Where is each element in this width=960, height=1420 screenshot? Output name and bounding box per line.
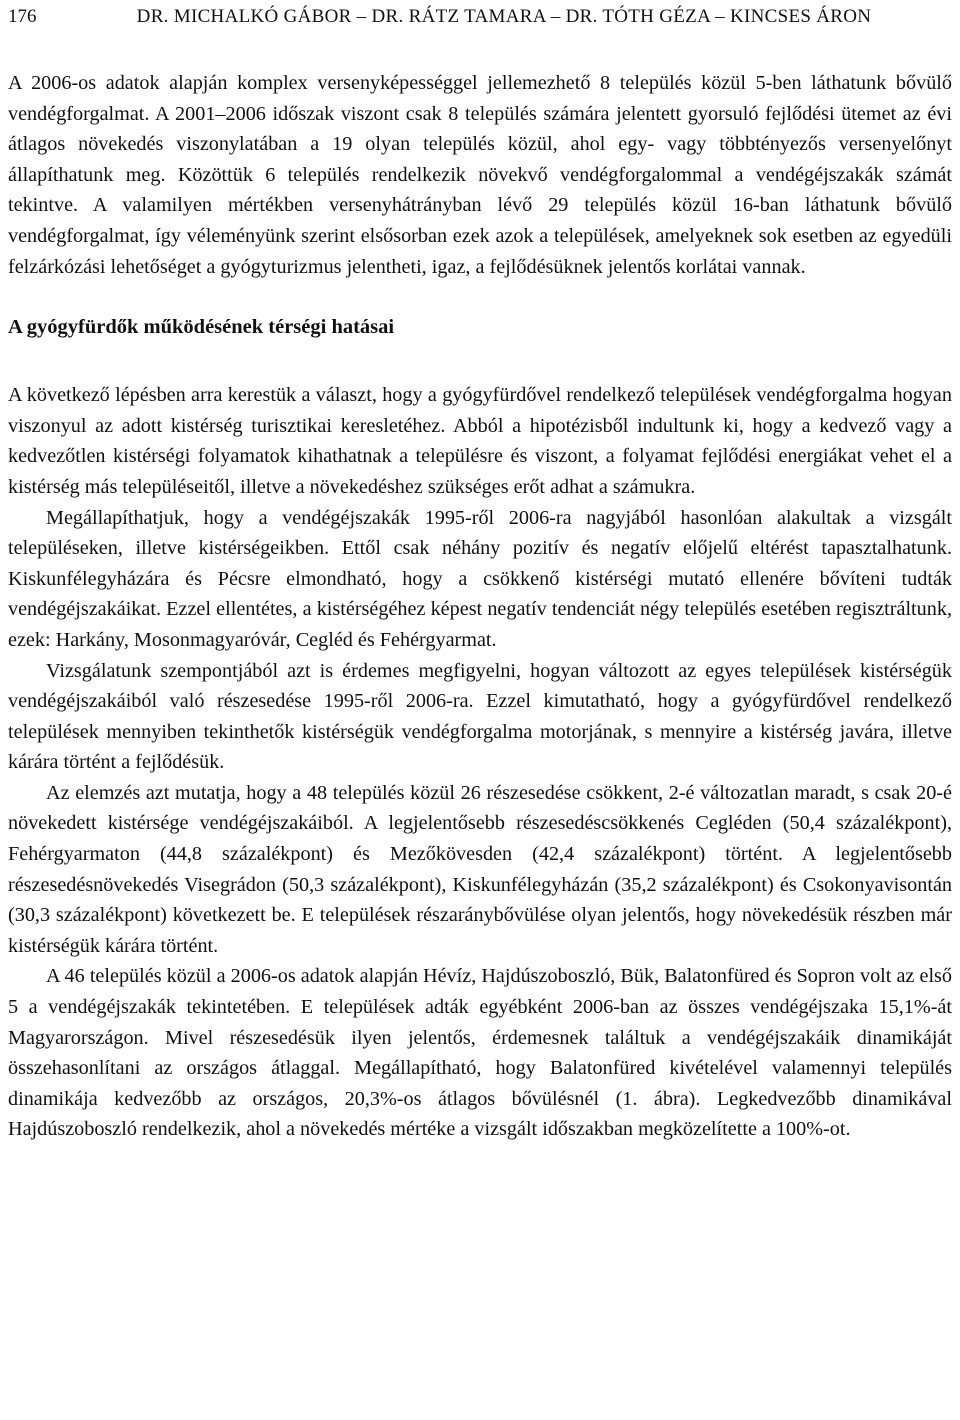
paragraph: A következő lépésben arra kerestük a választ, hogy a gyógyfürdővel rendelkező települések vendégforgalma hogyan viszonyul az adott kistérség turisztikai keresletéhez. Abból a hipotézisből indultunk ki, hogy a kedvező vagy a kedvezőtlen kistérségi folyamatok kihathatnak a településre és viszont, a folyamat fejlődési energiákat vehet el a kistérség más településeitől, illetve a növekedéshez szükséges erőt adhat a számukra. bbox=[8, 384, 952, 498]
book-page bbox=[8, 6, 952, 1145]
running-title: DR. MICHALKÓ GÁBOR – DR. RÁTZ TAMARA – DR. TÓTH GÉZA – KINCSES ÁRON bbox=[136, 6, 872, 27]
paragraph: Az elemzés azt mutatja, hogy a 48 település közül 26 részesedése csökkent, 2-é változatlan maradt, s csak 20-é növekedett kistérsége vendégéjszakáiból. A legjelentősebb részesedéscsökkenés Cegléden (50,4 százalékpont), Fehérgyarmaton (44,8 százalékpont) és Mezőkövesden (42,4 százalékpont) történt. A legjelentősebb részesedésnövekedés Visegrádon (50,3 százalékpont), Kiskunfélegyházán (35,2 százalékpont) és Csokonyavisontán (30,3 százalékpont) következett be. E települések részaránybővülése olyan jelentős, hogy növekedésük részben már kistérségük kárára történt. bbox=[8, 781, 952, 957]
body-text bbox=[8, 68, 952, 1145]
running-header bbox=[8, 6, 952, 28]
paragraph: A 46 település közül a 2006-os adatok alapján Hévíz, Hajdúszoboszló, Bük, Balatonfüred és Sopron volt az első 5 a vendégéjszakák tekintetében. E települések adták egyébként 2006-ban az összes vendégéjszaka 15,1%-át Magyarországon. Mivel részesedésük ilyen jelentős, érdemesnek találtuk a vendégéjszakáik dinamikáját összehasonlítani az országos átlaggal. Megállapítható, hogy Balatonfüred kivételével valamennyi település dinamikája kedvezőbb az országos, 20,3%-os átlagos bővülésnél (1. ábra). Legkedvezőbb dinamikával Hajdúszoboszló rendelkezik, ahol a növekedés mértéke a vizsgált időszakban megközelítette a 100%-ot. bbox=[8, 965, 952, 1141]
paragraph: Vizsgálatunk szempontjából azt is érdemes megfigyelni, hogyan változott az egyes települések kistérségük vendégéjszakáiból való részesedése 1995-ről 2006-ra. Ezzel kimutatható, hogy a gyógyfürdővel rendelkező települések mennyiben tekinthetők kistérségük vendégforgalma motorjának, s mennyire a kistérség javára, illetve kárára történt a fejlődésük. bbox=[8, 659, 952, 774]
paragraph: Megállapíthatjuk, hogy a vendégéjszakák 1995-ről 2006-ra nagyjából hasonlóan alakultak a vizsgált településeken, illetve kistérségeikben. Ettől csak néhány pozitív és negatív előjelű eltérést tapasztalhatunk. Kiskunfélegyházára és Pécsre elmondható, hogy a csökkenő kistérségi mutató ellenére bővíteni tudták vendégéjszakáikat. Ezzel ellentétes, a kistérségéhez képest negatív tendenciát négy település esetében regisztráltunk, ezek: Harkány, Mosonmagyaróvár, Cegléd és Fehérgyarmat. bbox=[8, 506, 952, 651]
section-heading: A gyógyfürdők működésének térségi hatásai bbox=[8, 316, 395, 339]
page-number: 176 bbox=[8, 6, 37, 27]
paragraph: A 2006-os adatok alapján komplex versenyképességgel jellemezhető 8 település közül 5-ben láthatunk bővülő vendégforgalmat. A 2001–2006 időszak viszont csak 8 település számára jelentett gyorsuló fejlődési ütemet az évi átlagos növekedés viszonylatában a 19 olyan település közül, ahol egy- vagy többtényezős versenyelőnyt állapíthatunk meg. Közöttük 6 település rendelkezik növekvő vendégforgalommal a vendégéjszakák számát tekintve. A valamilyen mértékben versenyhátrányban lévő 29 település közül 16-ban láthatunk bővülő vendégforgalmat, így véleményünk szerint elsősorban ezek azok a települések, amelyeknek sok esetben az egyedüli felzárkózási lehetőséget a gyógyturizmus jelentheti, igaz, a fejlődésüknek jelentős korlátai vannak. bbox=[8, 72, 952, 278]
